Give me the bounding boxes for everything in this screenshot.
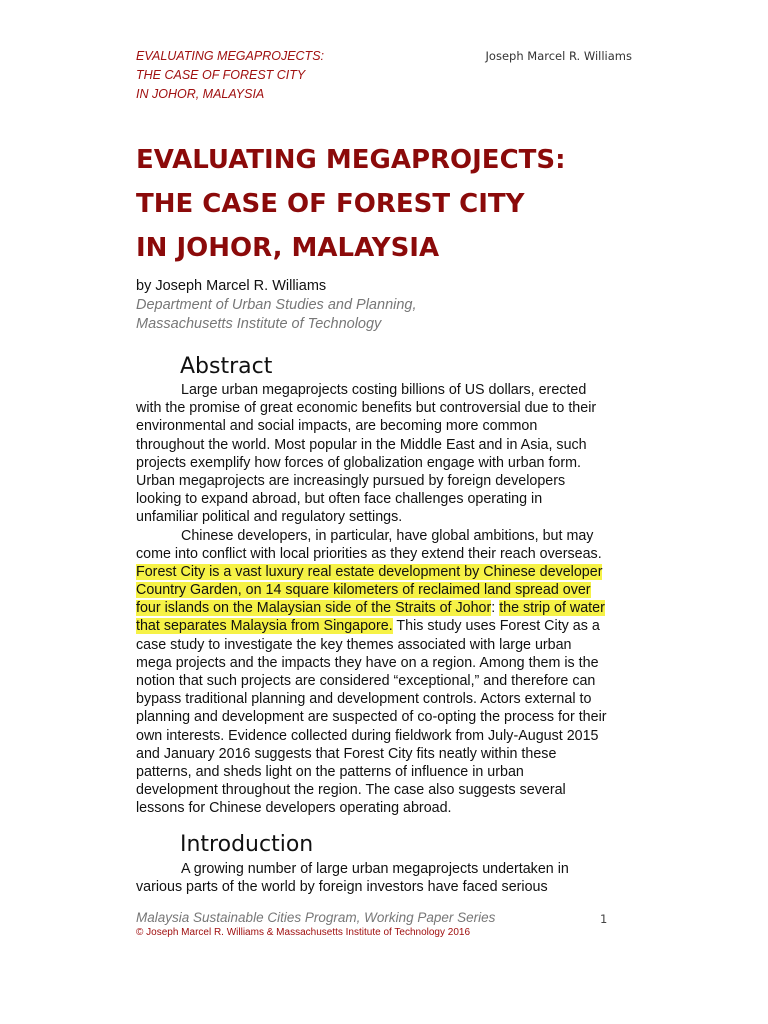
text-line bbox=[136, 581, 636, 599]
running-header-title bbox=[136, 47, 324, 104]
footer-series: Malaysia Sustainable Cities Program, Working Paper Series bbox=[136, 910, 496, 925]
title-line: EVALUATING MEGAPROJECTS: bbox=[136, 145, 566, 175]
text-line: looking to expand abroad, but often face challenges operating in bbox=[136, 491, 543, 508]
text-line: own interests. Evidence collected during fieldwork from July-August 2015 bbox=[136, 727, 599, 744]
introduction-body bbox=[136, 860, 636, 896]
running-header-line: THE CASE OF FOREST CITY bbox=[136, 68, 306, 82]
byline: by Joseph Marcel R. Williams bbox=[136, 278, 327, 294]
abstract-heading: Abstract bbox=[180, 354, 273, 379]
page-number: 1 bbox=[600, 912, 608, 926]
introduction-heading: Introduction bbox=[180, 832, 314, 857]
highlighted-text: that separates Malaysia from Singapore. bbox=[136, 618, 393, 635]
highlighted-text: four islands on the Malaysian side of the Straits of Johor bbox=[136, 600, 492, 617]
text-line: case study to investigate the key themes associated with large urban bbox=[136, 636, 572, 653]
highlighted-text: the strip of water bbox=[499, 600, 605, 617]
text-line: environmental and social impacts, are becoming more common bbox=[136, 418, 538, 435]
text-line: patterns, and sheds light on the patterns of influence in urban bbox=[136, 763, 524, 780]
text-line: projects exemplify how forces of globalization engage with urban form. bbox=[136, 454, 582, 471]
running-header-author: Joseph Marcel R. Williams bbox=[485, 49, 632, 63]
highlighted-text: Country Garden, on 14 square kilometers of reclaimed land spread over bbox=[136, 582, 591, 599]
text-line: with the promise of great economic benefits but controversial due to their bbox=[136, 400, 597, 417]
text-line: lessons for Chinese developers operating abroad. bbox=[136, 800, 452, 817]
text-line: and January 2016 suggests that Forest City fits neatly within these bbox=[136, 745, 557, 762]
text-line bbox=[136, 617, 636, 635]
plain-text: This study uses Forest City as a bbox=[392, 618, 600, 635]
copyright-notice: © Joseph Marcel R. Williams & Massachusetts Institute of Technology 2016 bbox=[136, 927, 470, 938]
text-line: development throughout the region. The case also suggests several bbox=[136, 782, 566, 799]
text-line: Large urban megaprojects costing billions of US dollars, erected bbox=[181, 382, 587, 398]
title-line: THE CASE OF FOREST CITY bbox=[136, 189, 525, 219]
text-line: planning and development are suspected of co-opting the process for their bbox=[136, 709, 607, 726]
affiliation-line: Massachusetts Institute of Technology bbox=[136, 316, 382, 332]
text-line: unfamiliar political and regulatory settings. bbox=[136, 509, 403, 526]
plain-text: : bbox=[491, 600, 500, 617]
title-line: IN JOHOR, MALAYSIA bbox=[136, 233, 440, 263]
text-line: come into conflict with local priorities as they extend their reach overseas. bbox=[136, 545, 602, 562]
affiliation-line: Department of Urban Studies and Planning, bbox=[136, 297, 417, 313]
text-line: Urban megaprojects are increasingly pursued by foreign developers bbox=[136, 472, 566, 489]
running-header-line: EVALUATING MEGAPROJECTS: bbox=[136, 49, 325, 63]
text-line bbox=[136, 599, 636, 617]
running-header-line: IN JOHOR, MALAYSIA bbox=[136, 87, 265, 101]
text-line: notion that such projects are considered “exceptional,” and therefore can bbox=[136, 673, 596, 689]
highlighted-text: Forest City is a vast luxury real estate development by Chinese developer bbox=[136, 563, 603, 580]
page-title bbox=[136, 138, 566, 270]
text-line: mega projects and the impacts they have on a region. Among them is the bbox=[136, 654, 599, 671]
text-line: A growing number of large urban megaprojects undertaken in bbox=[181, 861, 569, 877]
text-line bbox=[136, 563, 636, 581]
text-line: Chinese developers, in particular, have global ambitions, but may bbox=[181, 527, 594, 544]
text-line: bypass traditional planning and development controls. Actors external to bbox=[136, 691, 592, 708]
abstract-body bbox=[136, 381, 636, 818]
affiliation bbox=[136, 296, 417, 334]
text-line: various parts of the world by foreign investors have faced serious bbox=[136, 879, 548, 896]
text-line: throughout the world. Most popular in the Middle East and in Asia, such bbox=[136, 436, 587, 453]
